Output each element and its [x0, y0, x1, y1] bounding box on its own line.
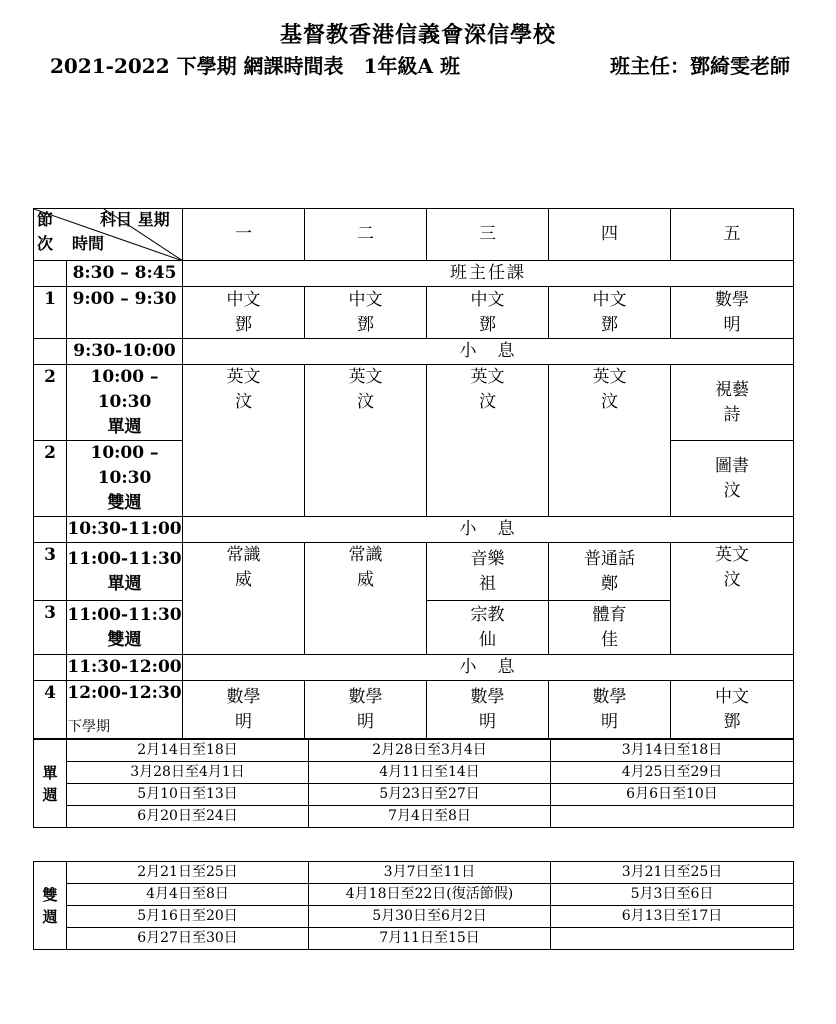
date-range: 2月21日至25日 [67, 862, 309, 884]
period-time: 9:30-10:00 [67, 339, 183, 365]
table-row [34, 806, 794, 828]
subject-name: 中文 [226, 289, 261, 310]
lesson-cell [183, 287, 305, 339]
double-week-dates-table [33, 861, 794, 950]
date-range: 4月11日至14日 [309, 762, 551, 784]
subject-name: 英文 [592, 367, 627, 387]
date-range: 2月14日至18日 [67, 740, 309, 762]
subject-name: 普通話 [584, 548, 635, 569]
table-row [34, 862, 794, 884]
subject-name: 圖書 [715, 455, 749, 476]
teacher-name: 汶 [723, 570, 741, 590]
day-header-wed: 三 [427, 209, 549, 261]
homeroom-cell: 班主任課 [183, 261, 794, 287]
teacher-name: 明 [357, 711, 374, 732]
lesson-cell [427, 365, 549, 517]
lesson-cell [305, 543, 427, 655]
week-type: 雙週 [107, 493, 142, 513]
label-char: 週 [42, 785, 58, 804]
period-time: 9:00 – 9:30 [67, 287, 183, 339]
lesson-cell [671, 543, 794, 655]
weekly-timetable [33, 208, 794, 739]
period-time: 11:00-11:30 [67, 604, 182, 625]
period-number: 2 [34, 441, 67, 517]
lesson-cell [549, 601, 671, 655]
date-range: 3月7日至11日 [309, 862, 551, 884]
subject-name: 視藝 [715, 379, 749, 400]
period-number [34, 339, 67, 365]
period-time: 10:00 – 10:30 [90, 367, 159, 412]
double-week-label [34, 862, 67, 950]
table-row [34, 339, 794, 365]
subject-name: 數學 [226, 686, 261, 707]
period-number: 1 [34, 287, 67, 339]
subject-name: 中文 [592, 289, 627, 310]
table-row [34, 287, 794, 339]
teacher-name: 佳 [601, 629, 618, 650]
teacher-name: 明 [601, 711, 618, 732]
period-time: 11:30-12:00 [67, 655, 183, 681]
table-row [34, 655, 794, 681]
subject-name: 宗教 [470, 604, 505, 625]
class-teacher: 班主任：鄧綺雯老師 [610, 54, 790, 78]
subject-name: 體育 [592, 604, 627, 625]
date-range: 3月28日至4月1日 [67, 762, 309, 784]
table-row [34, 784, 794, 806]
period-number: 4 [34, 681, 67, 739]
label-char: 單 [42, 763, 58, 782]
lesson-cell [671, 441, 794, 517]
teacher-name: 明 [479, 711, 496, 732]
table-row [34, 928, 794, 950]
corner-time-label: 時間 [72, 234, 105, 253]
teacher-name: 鄭 [601, 573, 618, 594]
period-number [34, 655, 67, 681]
lesson-cell [549, 543, 671, 601]
subject-name: 數學 [470, 686, 505, 707]
corner-subject-day-label: 科目 星期 [100, 210, 170, 229]
subject-name: 常識 [348, 545, 383, 565]
period-time-cell [67, 601, 183, 655]
label-char: 週 [42, 907, 58, 926]
subject-name: 常識 [226, 545, 261, 565]
break-cell: 小 息 [183, 655, 794, 681]
teacher-name: 明 [235, 711, 252, 732]
lesson-cell [305, 681, 427, 739]
table-row [34, 365, 794, 441]
teacher-name: 威 [357, 570, 374, 590]
period-time: 10:00 – 10:30 [90, 443, 159, 488]
date-range [551, 928, 794, 950]
period-number: 3 [34, 543, 67, 601]
day-header-thu: 四 [549, 209, 671, 261]
date-range: 3月21日至25日 [551, 862, 794, 884]
subject-name: 英文 [470, 367, 505, 387]
table-row [34, 762, 794, 784]
date-range: 5月16日至20日 [67, 906, 309, 928]
subject-name: 數學 [592, 686, 627, 707]
period-time: 11:00-11:30 [67, 548, 182, 569]
lesson-cell [305, 287, 427, 339]
date-range: 6月20日至24日 [67, 806, 309, 828]
day-header-mon: 一 [183, 209, 305, 261]
date-range: 7月4日至8日 [309, 806, 551, 828]
period-time-cell [67, 543, 183, 601]
teacher-name: 仙 [479, 629, 496, 650]
week-type: 雙週 [107, 629, 142, 650]
period-number: 3 [34, 601, 67, 655]
period-time-cell [67, 441, 183, 517]
lesson-cell [427, 681, 549, 739]
date-range: 4月4日至8日 [67, 884, 309, 906]
teacher-name: 汶 [479, 392, 496, 412]
subject-name: 數學 [715, 289, 749, 310]
teacher-name: 鄧 [723, 711, 741, 732]
period-time: 8:30 – 8:45 [67, 261, 183, 287]
lesson-cell [183, 681, 305, 739]
date-range: 4月18日至22日(復活節假) [309, 884, 551, 906]
lesson-cell [183, 543, 305, 655]
teacher-name: 詩 [723, 404, 741, 425]
lesson-cell [427, 543, 549, 601]
label-char: 雙 [42, 885, 58, 904]
subject-name: 音樂 [470, 548, 505, 569]
date-range: 6月13日至17日 [551, 906, 794, 928]
teacher-name: 明 [723, 314, 741, 335]
date-range: 7月11日至15日 [309, 928, 551, 950]
table-row [34, 681, 794, 739]
date-range: 5月23日至27日 [309, 784, 551, 806]
lesson-cell [671, 365, 794, 441]
subject-name: 中文 [348, 289, 383, 310]
day-header-fri: 五 [671, 209, 794, 261]
corner-period-label: 節 [37, 210, 54, 229]
week-type: 單週 [107, 573, 142, 594]
break-cell: 小 息 [183, 517, 794, 543]
teacher-name: 祖 [479, 573, 496, 594]
subject-name: 英文 [226, 367, 261, 387]
date-range: 3月14日至18日 [551, 740, 794, 762]
period-number [34, 261, 67, 287]
subject-name: 英文 [348, 367, 383, 387]
lesson-cell [549, 681, 671, 739]
period-number [34, 517, 67, 543]
lesson-cell [305, 365, 427, 517]
lesson-cell [183, 365, 305, 517]
period-time: 10:30-11:00 [67, 517, 183, 543]
teacher-name: 鄧 [235, 314, 252, 335]
date-range: 5月30日至6月2日 [309, 906, 551, 928]
corner-header-cell [34, 209, 183, 261]
period-time-cell [67, 365, 183, 441]
date-range: 5月10日至13日 [67, 784, 309, 806]
lesson-cell [549, 287, 671, 339]
lesson-cell [671, 287, 794, 339]
school-name: 基督教香港信義會深信學校 [279, 22, 556, 48]
date-range: 6月6日至10日 [551, 784, 794, 806]
single-week-label [34, 740, 67, 828]
break-cell: 小 息 [183, 339, 794, 365]
term-label: 下學期 [68, 719, 110, 735]
teacher-name: 汶 [723, 480, 741, 501]
date-range [551, 806, 794, 828]
table-row [34, 543, 794, 601]
teacher-name: 汶 [601, 392, 618, 412]
table-row [34, 740, 794, 762]
table-row [34, 517, 794, 543]
table-row [34, 906, 794, 928]
subject-name: 中文 [470, 289, 505, 310]
teacher-name: 汶 [357, 392, 374, 412]
table-row [34, 261, 794, 287]
teacher-name: 威 [235, 570, 252, 590]
single-week-dates-table [33, 739, 794, 828]
subject-name: 中文 [715, 686, 749, 707]
period-number: 2 [34, 365, 67, 441]
lesson-cell [549, 365, 671, 517]
subject-name: 英文 [715, 545, 749, 565]
date-range: 4月25日至29日 [551, 762, 794, 784]
date-range: 5月3日至6日 [551, 884, 794, 906]
subject-name: 數學 [348, 686, 383, 707]
lesson-cell [671, 681, 794, 739]
timetable-heading [50, 50, 790, 80]
period-time: 12:00-12:30 [67, 681, 183, 739]
teacher-name: 鄧 [601, 314, 618, 335]
lesson-cell [427, 601, 549, 655]
corner-period-label-2: 次 [37, 234, 54, 253]
teacher-name: 鄧 [479, 314, 496, 335]
teacher-name: 汶 [235, 392, 252, 412]
lesson-cell [427, 287, 549, 339]
table-row [34, 884, 794, 906]
date-range: 6月27日至30日 [67, 928, 309, 950]
term-class-title: 2021-2022 下學期 網課時間表 1年級A 班 [50, 54, 460, 78]
week-type: 單週 [107, 417, 142, 437]
teacher-name: 鄧 [357, 314, 374, 335]
day-header-tue: 二 [305, 209, 427, 261]
date-range: 2月28日至3月4日 [309, 740, 551, 762]
